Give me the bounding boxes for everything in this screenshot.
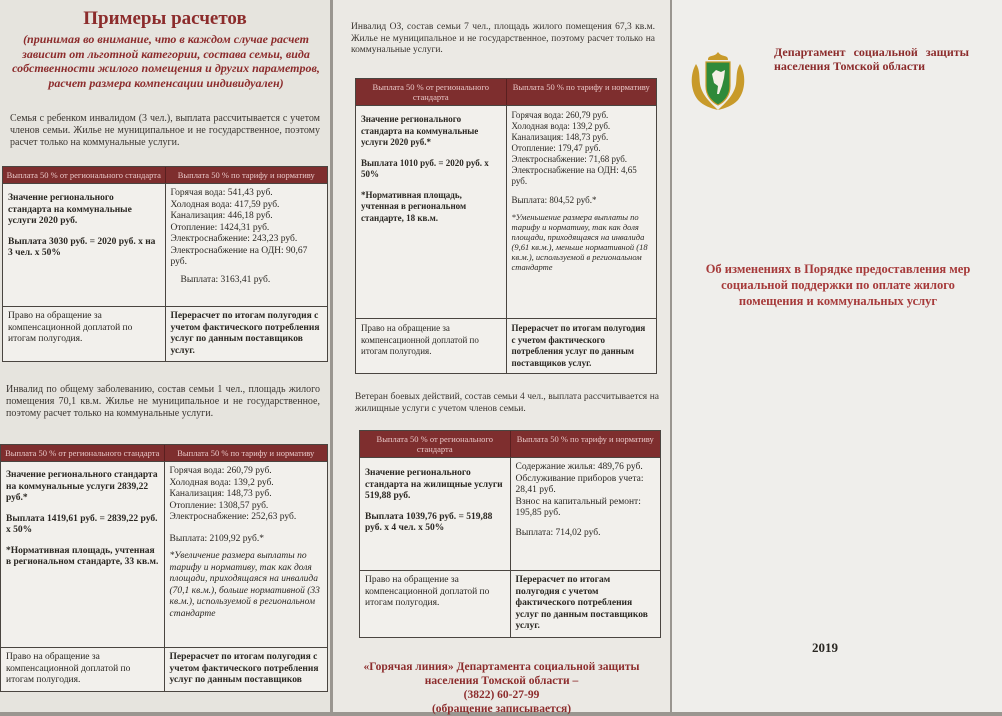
example3-intro: Инвалид ОЗ, состав семьи 7 чел., площадь жилого помещения 67,3 кв.м. Жилье не муниципальное и не государственное, поэтому расчет только на коммунальные услуги. <box>351 22 655 55</box>
tariff-item: Канализация: 148,73 руб. <box>511 132 609 142</box>
tariff-item: Электроснабжение: 71,68 руб. <box>511 154 628 164</box>
hotline-line: (обращение записывается) <box>431 703 572 715</box>
brochure-title: Об изменениях в Порядке предоставления мер социальной поддержки по оплате жилого помещения и коммунальных услуг <box>705 262 971 308</box>
tariff-item: Холодная вода: 139,2 руб. <box>511 121 611 131</box>
tomsk-emblem-icon <box>688 50 748 112</box>
left-cell <box>360 458 511 570</box>
header-right: Выплата 50 % по тарифу и нормативу <box>177 170 315 180</box>
left-cell <box>1 462 165 647</box>
tariff-item: Электроснабжение: 252,63 руб. <box>169 512 297 522</box>
header-left: Выплата 50 % от регионального стандарта <box>3 167 166 183</box>
tariff-item: Холодная вода: 139,2 руб. <box>169 477 274 488</box>
cover-panel <box>672 0 1002 712</box>
footer-right: Перерасчет по итогам полугодия с учетом фактического потребления услуг по данным поставщиков услуг. <box>170 311 320 356</box>
hotline-line: населения Томской области – <box>424 675 579 687</box>
header-left: Выплата 50 % от регионального стандарта <box>1 445 165 461</box>
standard-value: Значение регионального стандарта на коммунальные услуги 2020 руб.* <box>361 114 479 147</box>
title-note: (принимая во внимание, что в каждом случае расчет зависит от льготной категории, состава семьи, вида собственности жилого помещения и других параметров, расчет размера компенсации индивидуален) <box>12 32 320 90</box>
hotline-phone: (3822) 60-27-99 <box>463 689 540 701</box>
example2-table <box>0 444 328 692</box>
example4-table <box>359 430 661 638</box>
header-right: Выплата 50 % по тарифу и нормативу <box>512 82 650 92</box>
example1-table <box>2 166 328 362</box>
table-row <box>360 570 660 637</box>
standard-value: Значение регионального стандарта на коммунальные услуги 2839,22 руб.* <box>6 470 158 503</box>
tariff-item: Канализация: 148,73 руб. <box>169 489 272 499</box>
area-note: *Нормативная площадь, учтенная в региональном стандарте, 18 кв.м. <box>361 189 467 223</box>
standard-value: Значение регионального стандарта на коммунальные услуги 2020 руб. <box>8 193 132 226</box>
decrease-note: *Уменьшение размера выплаты по тарифу и нормативу, так как доля площади, приходящаяся на инвалида (9,61 кв.м.), меньше нормативной (18 кв.м.), используемой в региональном стандарте <box>511 212 648 272</box>
table-row <box>3 183 327 306</box>
footer-right: Перерасчет по итогам полугодия с учетом фактического потребления услуг по данным поставщиков <box>169 652 319 685</box>
area-note: *Нормативная площадь, учтенная в региональном стандарте, 33 кв.м. <box>6 545 159 567</box>
footer-left: Право на обращение за компенсационной доплатой по итогам полугодия. <box>1 648 165 691</box>
table-header <box>356 79 656 105</box>
footer-left: Право на обращение за компенсационной доплатой по итогам полугодия. <box>3 307 166 361</box>
footer-right: Перерасчет по итогам полугодия с учетом фактического потребления услуг по данным поставщиков услуг. <box>515 575 648 631</box>
table-row <box>356 318 656 373</box>
header-left: Выплата 50 % от регионального стандарта <box>356 79 507 105</box>
right-cell <box>165 462 328 647</box>
tariff-item: Горячая вода: 260,79 руб. <box>169 466 272 476</box>
payment-formula: Выплата 1419,61 руб. = 2839,22 руб. х 50% <box>6 513 158 535</box>
increase-note: *Увеличение размера выплаты по тарифу и нормативу, так как доля площади, приходящаяся на инвалида (70,1 кв.м.), больше нормативной (33 кв.м.), используемой в региональном стандарте <box>169 551 320 619</box>
tariff-item: Отопление: 179,47 руб. <box>511 143 601 153</box>
tariff-item: Горячая вода: 541,43 руб. <box>170 188 273 198</box>
example4-intro: Ветеран боевых действий, состав семьи 4 чел., выплата рассчитывается на жилищные услуги с учетом членов семьи. <box>355 392 659 414</box>
table-header <box>3 167 327 183</box>
middle-panel <box>333 0 670 715</box>
table-row <box>1 647 327 691</box>
tariff-item: Горячая вода: 260,79 руб. <box>511 110 609 120</box>
page-title: Примеры расчетов <box>83 8 247 29</box>
tariff-item: Содержание жилья: 489,76 руб. <box>515 462 643 472</box>
tariff-item: Канализация: 446,18 руб. <box>170 211 273 221</box>
brochure-year: 2019 <box>812 640 838 655</box>
payment-total: Выплата: 804,52 руб.* <box>511 195 597 205</box>
left-cell <box>356 106 507 318</box>
tariff-item: Отопление: 1308,57 руб. <box>169 500 269 511</box>
header-right: Выплата 50 % по тарифу и нормативу <box>516 434 654 444</box>
hotline-line: «Горячая линия» Департамента социальной защиты <box>363 661 640 673</box>
tariff-item: Отопление: 1424,31 руб. <box>170 222 270 233</box>
example1-intro: Семья с ребенком инвалидом (3 чел.), выплата рассчитывается с учетом членов семьи. Жилье не муниципальное и не государственное, поэтому расчет только на коммунальные услуги. <box>10 113 320 148</box>
tariff-item: Обслуживание приборов учета: 28,41 руб. <box>515 473 644 495</box>
example3-table <box>355 78 657 374</box>
payment-total: Выплата: 2109,92 руб.* <box>169 533 264 544</box>
left-panel <box>0 0 330 712</box>
footer-right: Перерасчет по итогам полугодия с учетом фактического потребления услуг по данным поставщиков услуг. <box>511 323 646 368</box>
department-name: Департамент социальной защиты населения Томской области <box>774 45 969 73</box>
right-cell <box>507 106 657 318</box>
payment-formula: Выплата 1010 руб. = 2020 руб. х 50% <box>361 157 489 179</box>
table-row <box>1 461 327 647</box>
table-row <box>360 457 660 570</box>
standard-value: Значение регионального стандарта на жилищные услуги 519,88 руб. <box>365 468 503 501</box>
hotline <box>333 660 670 716</box>
payment-formula: Выплата 3030 руб. = 2020 руб. х на 3 чел. х 50% <box>8 236 156 258</box>
right-cell <box>166 184 328 306</box>
table-row <box>356 105 656 318</box>
table-header <box>360 431 660 457</box>
tariff-item: Холодная вода: 417,59 руб. <box>170 199 280 210</box>
header-right: Выплата 50 % по тарифу и нормативу <box>177 448 315 458</box>
table-row <box>3 306 327 361</box>
footer-left: Право на обращение за компенсационной доплатой по итогам полугодия. <box>360 571 511 637</box>
payment-total: Выплата: 714,02 руб. <box>515 527 601 538</box>
payment-total: Выплата: 3163,41 руб. <box>180 274 271 285</box>
tariff-item: Электроснабжение на ОДН: 90,67 руб. <box>170 245 308 267</box>
tariff-item: Электроснабжение на ОДН: 4,65 руб. <box>511 165 637 186</box>
left-cell <box>3 184 166 306</box>
footer-left: Право на обращение за компенсационной доплатой по итогам полугодия. <box>356 319 507 373</box>
payment-formula: Выплата 1039,76 руб. = 519,88 руб. х 4 чел. х 50% <box>365 511 493 533</box>
tariff-item: Электроснабжение: 243,23 руб. <box>170 234 298 244</box>
right-cell <box>511 458 661 570</box>
tariff-item: Взнос на капитальный ремонт: 195,85 руб. <box>515 496 641 518</box>
example2-intro: Инвалид по общему заболеванию, состав семьи 1 чел., площадь жилого помещения 70,1 кв.м. Жилье не муниципальное и не государственное, поэтому расчет только на коммунальные услуги. <box>6 384 320 419</box>
header-left: Выплата 50 % от регионального стандарта <box>360 431 511 457</box>
table-header <box>1 445 327 461</box>
